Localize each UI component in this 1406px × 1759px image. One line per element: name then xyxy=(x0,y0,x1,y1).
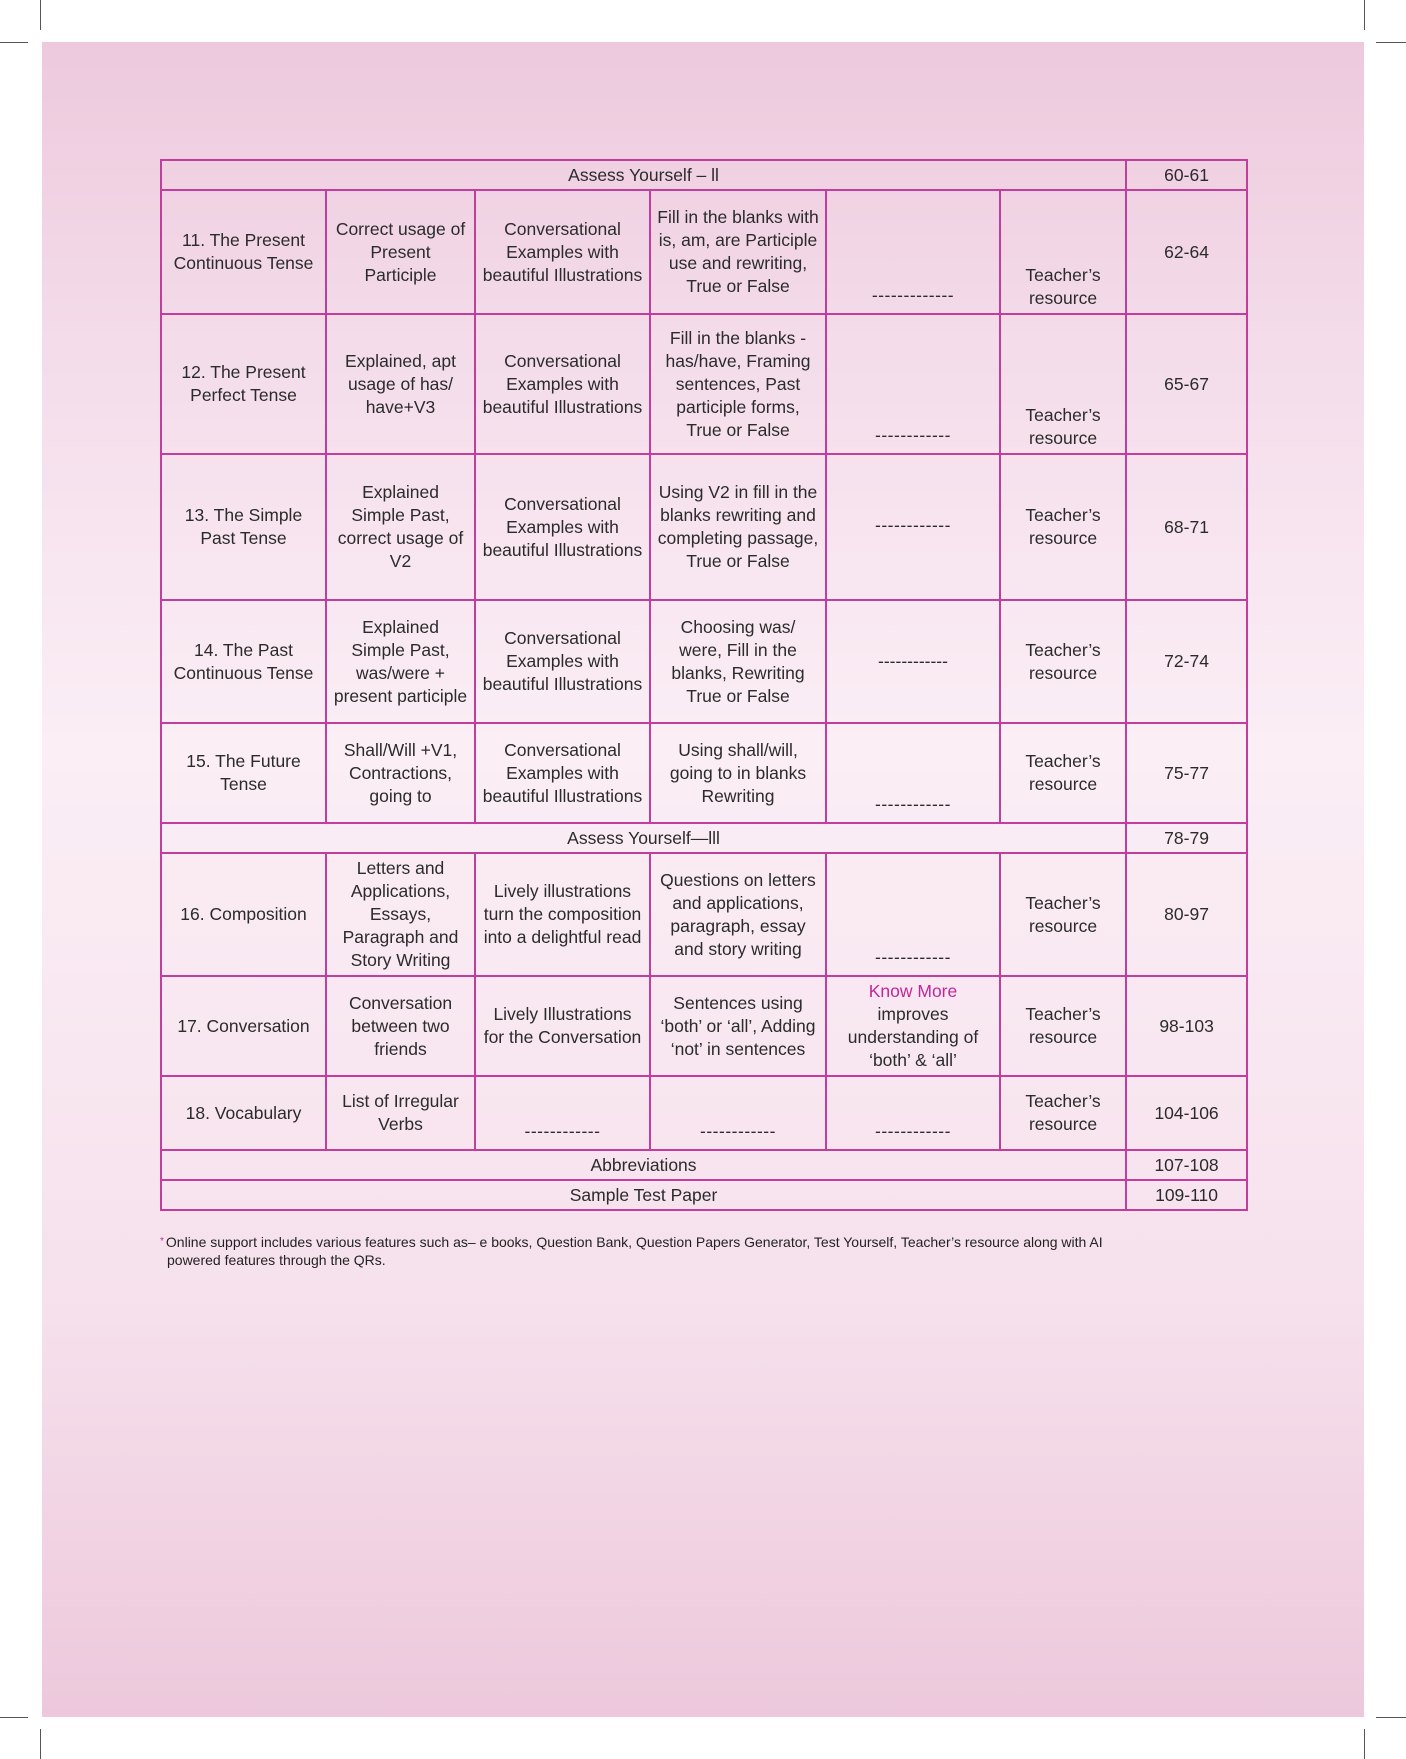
chapter-title: 11. The Present Continuous Tense xyxy=(161,190,326,314)
extra-cell: ------------ xyxy=(826,1076,1000,1150)
features-cell: Conversational Examples with beautiful Illustrations xyxy=(475,454,650,600)
table-row xyxy=(161,454,1247,600)
contents-table xyxy=(160,159,1248,1211)
crop-mark xyxy=(1364,0,1365,30)
section-label: Assess Yourself – ll xyxy=(161,160,1126,190)
page-range: 65-67 xyxy=(1126,314,1247,454)
exercises-cell: Choosing was/ were, Fill in the blanks, Rewriting True or False xyxy=(650,600,826,723)
know-more-label: Know More xyxy=(868,981,958,1001)
extra-cell: ------------ xyxy=(826,853,1000,976)
table-row xyxy=(161,823,1247,853)
exercises-cell: Using V2 in fill in the blanks rewriting and completing passage, True or False xyxy=(650,454,826,600)
table-row xyxy=(161,1150,1247,1180)
crop-mark xyxy=(40,1729,41,1759)
table-row xyxy=(161,600,1247,723)
crop-mark xyxy=(1376,42,1406,43)
page-range: 72-74 xyxy=(1126,600,1247,723)
features-cell: Conversational Examples with beautiful Illustrations xyxy=(475,600,650,723)
concept-cell: Explained Simple Past, was/were + present participle xyxy=(326,600,475,723)
exercises-cell: Sentences using ‘both’ or ‘all’, Adding ‘not’ in sentences xyxy=(650,976,826,1076)
table-row xyxy=(161,314,1247,454)
footnote xyxy=(160,1233,1160,1269)
section-label: Sample Test Paper xyxy=(161,1180,1126,1210)
footnote-line-1: Online support includes various features such as– e books, Question Bank, Question Papers Generator, Test Yourself, Teacher’s resource along with AI xyxy=(165,1234,1103,1250)
resource-cell: Teacher’s resource xyxy=(1000,723,1126,823)
resource-cell: Teacher’s resource xyxy=(1000,1076,1126,1150)
chapter-title: 13. The Simple Past Tense xyxy=(161,454,326,600)
resource-cell: Teacher’s resource xyxy=(1000,600,1126,723)
resource-cell: Teacher’s resource xyxy=(1000,853,1126,976)
section-label: Abbreviations xyxy=(161,1150,1126,1180)
chapter-title: 16. Composition xyxy=(161,853,326,976)
features-cell: Conversational Examples with beautiful Illustrations xyxy=(475,723,650,823)
chapter-title: 17. Conversation xyxy=(161,976,326,1076)
table-row xyxy=(161,190,1247,314)
concept-cell: Explained, apt usage of has/ have+V3 xyxy=(326,314,475,454)
page-range: 62-64 xyxy=(1126,190,1247,314)
concept-cell: Correct usage of Present Participle xyxy=(326,190,475,314)
resource-cell: Teacher’s resource xyxy=(1000,976,1126,1076)
crop-mark xyxy=(0,1717,28,1718)
page-range: 80-97 xyxy=(1126,853,1247,976)
exercises-cell: Questions on letters and applications, paragraph, essay and story writing xyxy=(650,853,826,976)
crop-mark xyxy=(1364,1729,1365,1759)
table-row xyxy=(161,1180,1247,1210)
extra-cell: ------------ xyxy=(826,600,1000,723)
table-row xyxy=(161,976,1247,1076)
crop-mark xyxy=(1376,1717,1406,1718)
features-cell: Conversational Examples with beautiful Illustrations xyxy=(475,190,650,314)
concept-cell: Letters and Applications, Essays, Paragraph and Story Writing xyxy=(326,853,475,976)
exercises-cell: Using shall/will, going to in blanks Rewriting xyxy=(650,723,826,823)
page-range: 60-61 xyxy=(1126,160,1247,190)
page-range: 78-79 xyxy=(1126,823,1247,853)
table-row xyxy=(161,1076,1247,1150)
footnote-line-2: powered features through the QRs. xyxy=(167,1252,386,1268)
footnote-marker: * xyxy=(160,1236,164,1247)
extra-cell: ------------- xyxy=(826,190,1000,314)
extra-cell: ------------ xyxy=(826,723,1000,823)
crop-mark xyxy=(40,0,41,30)
extra-cell: ------------ xyxy=(826,454,1000,600)
concept-cell: Conversation between two friends xyxy=(326,976,475,1076)
chapter-title: 15. The Future Tense xyxy=(161,723,326,823)
exercises-cell: ------------ xyxy=(650,1076,826,1150)
page-range: 104-106 xyxy=(1126,1076,1247,1150)
extra-cell: ------------ xyxy=(826,314,1000,454)
extra-text: improves understanding of ‘both’ & ‘all’ xyxy=(847,1004,979,1070)
table-row xyxy=(161,853,1247,976)
concept-cell: List of Irregular Verbs xyxy=(326,1076,475,1150)
chapter-title: 14. The Past Continuous Tense xyxy=(161,600,326,723)
extra-cell xyxy=(826,976,1000,1076)
resource-cell: Teacher’s resource xyxy=(1000,190,1126,314)
resource-cell: Teacher’s resource xyxy=(1000,314,1126,454)
concept-cell: Shall/Will +V1, Contractions, going to xyxy=(326,723,475,823)
page-range: 98-103 xyxy=(1126,976,1247,1076)
chapter-title: 12. The Present Perfect Tense xyxy=(161,314,326,454)
features-cell: ------------ xyxy=(475,1076,650,1150)
table-row xyxy=(161,160,1247,190)
crop-mark xyxy=(0,42,28,43)
page-range: 107-108 xyxy=(1126,1150,1247,1180)
section-label: Assess Yourself—lll xyxy=(161,823,1126,853)
page-range: 109-110 xyxy=(1126,1180,1247,1210)
chapter-title: 18. Vocabulary xyxy=(161,1076,326,1150)
features-cell: Lively Illustrations for the Conversation xyxy=(475,976,650,1076)
exercises-cell: Fill in the blanks with is, am, are Participle use and rewriting, True or False xyxy=(650,190,826,314)
features-cell: Lively illustrations turn the composition into a delightful read xyxy=(475,853,650,976)
features-cell: Conversational Examples with beautiful Illustrations xyxy=(475,314,650,454)
concept-cell: Explained Simple Past, correct usage of V2 xyxy=(326,454,475,600)
page-range: 75-77 xyxy=(1126,723,1247,823)
table-row xyxy=(161,723,1247,823)
page-range: 68-71 xyxy=(1126,454,1247,600)
resource-cell: Teacher’s resource xyxy=(1000,454,1126,600)
exercises-cell: Fill in the blanks - has/have, Framing sentences, Past participle forms, True or False xyxy=(650,314,826,454)
